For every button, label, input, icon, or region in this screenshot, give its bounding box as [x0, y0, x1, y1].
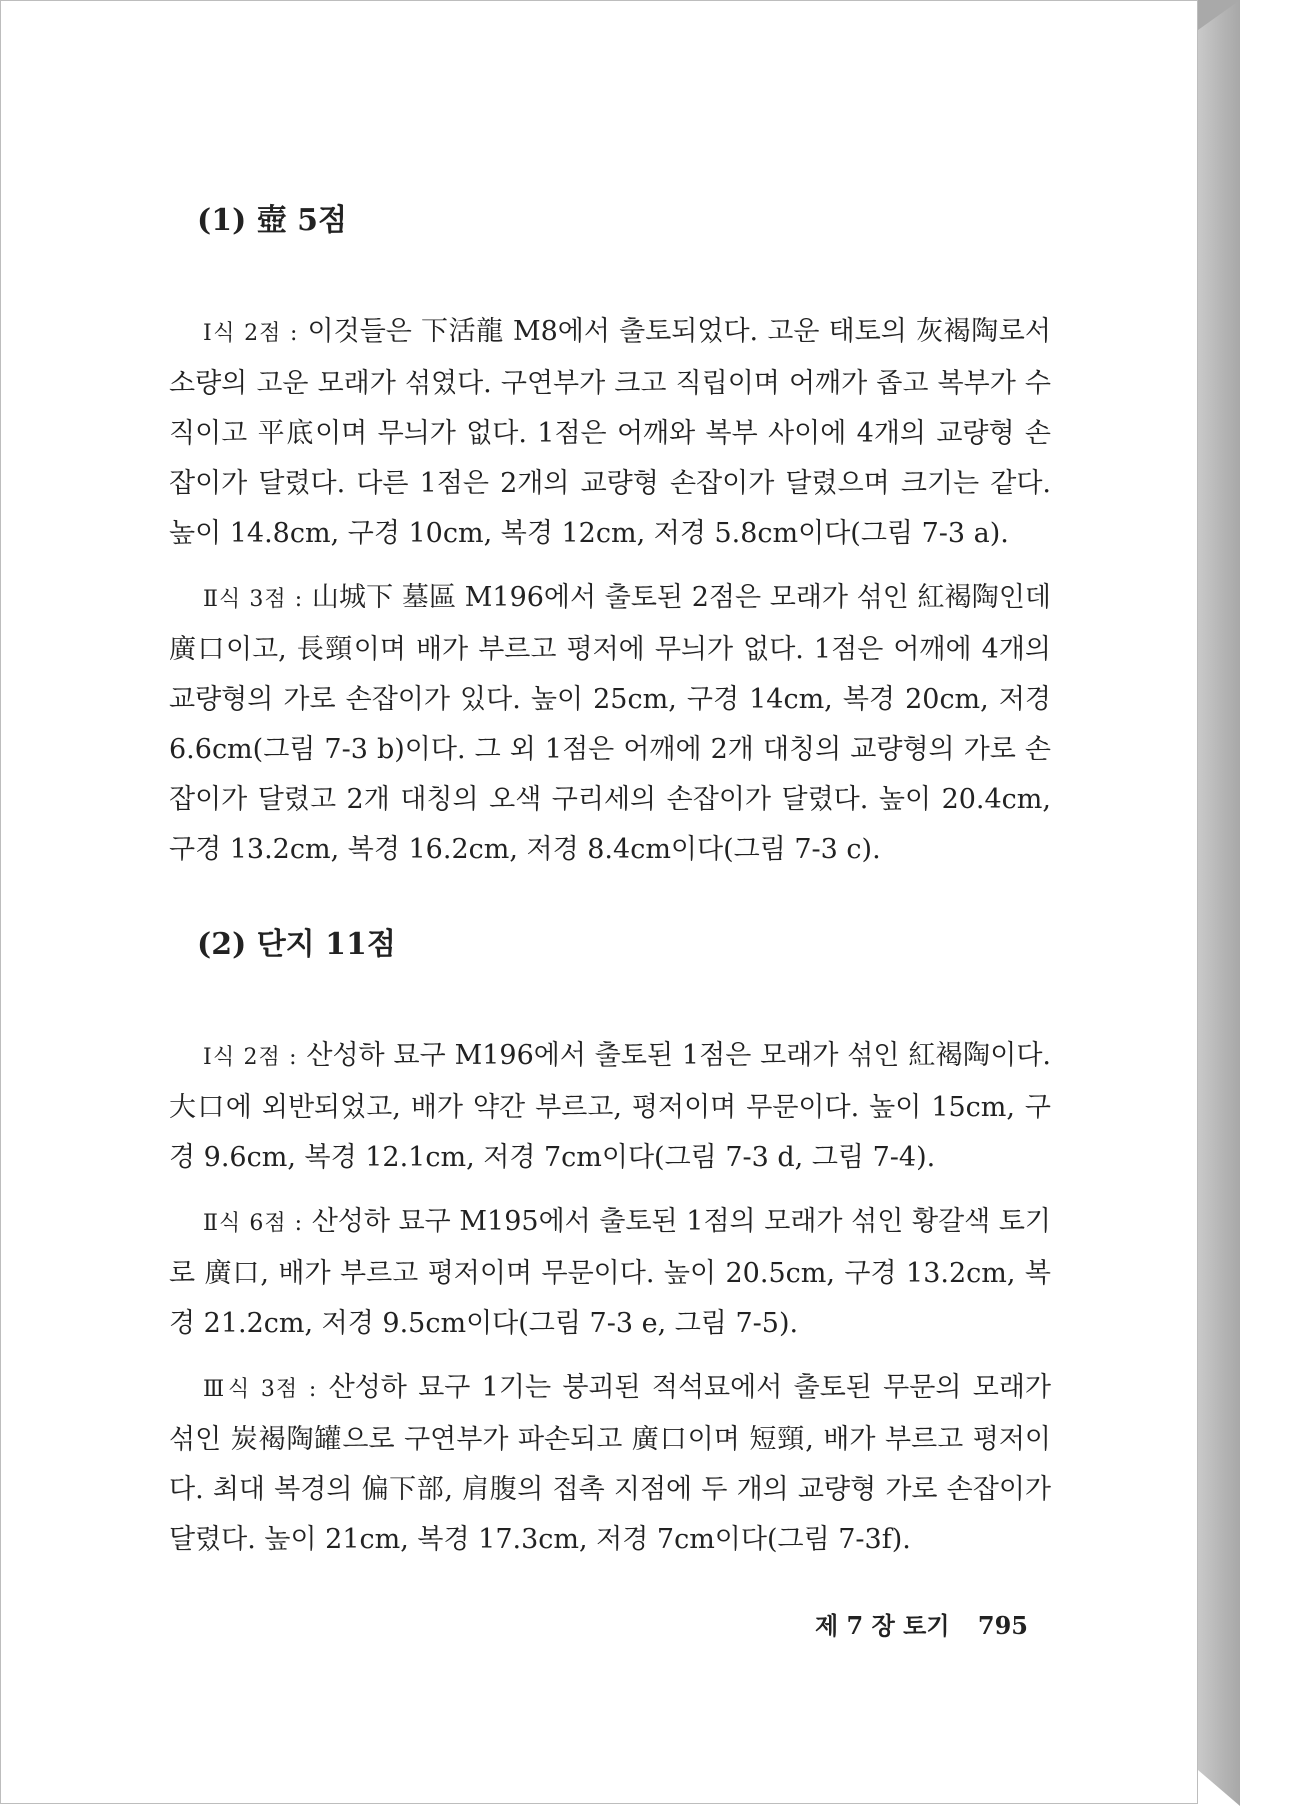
page-footer — [815, 1606, 1028, 1641]
paragraph-type-1-pot — [169, 1031, 1051, 1183]
book-spine-bottom-bevel — [1198, 1770, 1240, 1806]
book-spine-edge — [1198, 0, 1240, 1806]
type-label: Ⅰ식 2점 : — [203, 321, 299, 346]
paragraph-text: 이것들은 下活龍 M8에서 출토되었다. 고운 태토의 灰褐陶로서 소량의 고운 모래가 섞였다. 구연부가 크고 직립이며 어깨가 좁고 복부가 수직이고 平底이며 무늬가 없다. 1점은 어깨와 복부 사이에 4개의 교량형 손잡이가 달렸다. 다른 1점은 2개의 교량형 손잡이가 달렸으며 크기는 같다. 높이 14.8cm, 구경 10cm, 복경 12cm, 저경 5.8cm이다(그림 7-3 a). — [169, 316, 1051, 549]
paragraph-text: 山城下 墓區 M196에서 출토된 2점은 모래가 섞인 紅褐陶인데 廣口이고, 長頸이며 배가 부르고 평저에 무늬가 없다. 1점은 어깨에 4개의 교량형의 가로 손잡이가 있다. 높이 25cm, 구경 14cm, 복경 20cm, 저경 6.6cm(그림 7-3 b)이다. 그 외 1점은 어깨에 2개 대칭의 교량형의 가로 손잡이가 달렸고 2개 대칭의 오색 구리세의 손잡이가 달렸다. 높이 20.4cm, 구경 13.2cm, 복경 16.2cm, 저경 8.4cm이다(그림 7-3 c). — [169, 582, 1051, 865]
page-number: 795 — [977, 1611, 1028, 1640]
book-spine-top-bevel — [1198, 0, 1240, 30]
type-label: Ⅰ식 2점 : — [203, 1045, 298, 1070]
paragraph-type-1-jar — [169, 307, 1051, 559]
paragraph-type-2-pot — [169, 1197, 1051, 1349]
paragraph-type-2-jar — [169, 573, 1051, 875]
type-label: Ⅲ식 3점 : — [203, 1377, 318, 1402]
paragraph-text: 산성하 묘구 1기는 붕괴된 적석묘에서 출토된 무문의 모래가 섞인 炭褐陶罐으로 구연부가 파손되고 廣口이며 短頸, 배가 부르고 평저이다. 최대 복경의 偏下部, 肩腹의 접촉 지점에 두 개의 교량형 가로 손잡이가 달렸다. 높이 21cm, 복경 17.3cm, 저경 7cm이다(그림 7-3f). — [169, 1372, 1051, 1555]
paragraph-text: 산성하 묘구 M196에서 출토된 1점은 모래가 섞인 紅褐陶이다. 大口에 외반되었고, 배가 약간 부르고, 평저이며 무문이다. 높이 15cm, 구경 9.6cm, 복경 12.1cm, 저경 7cm이다(그림 7-3 d, 그림 7-4). — [169, 1040, 1051, 1173]
paragraph-type-3-pot — [169, 1363, 1051, 1565]
paragraph-text: 산성하 묘구 M195에서 출토된 1점의 모래가 섞인 황갈색 토기로 廣口, 배가 부르고 평저이며 무문이다. 높이 20.5cm, 구경 13.2cm, 복경 21.2cm, 저경 9.5cm이다(그림 7-3 e, 그림 7-5). — [169, 1206, 1052, 1339]
section-heading-1: (1) 壺 5점 — [197, 203, 348, 238]
chapter-title: 제 7 장 토기 — [815, 1611, 950, 1640]
page-content — [169, 201, 1051, 1565]
type-label: Ⅱ식 3점 : — [203, 587, 304, 612]
section-heading-2: (2) 단지 11점 — [197, 927, 396, 962]
type-label: Ⅱ식 6점 : — [203, 1211, 304, 1236]
